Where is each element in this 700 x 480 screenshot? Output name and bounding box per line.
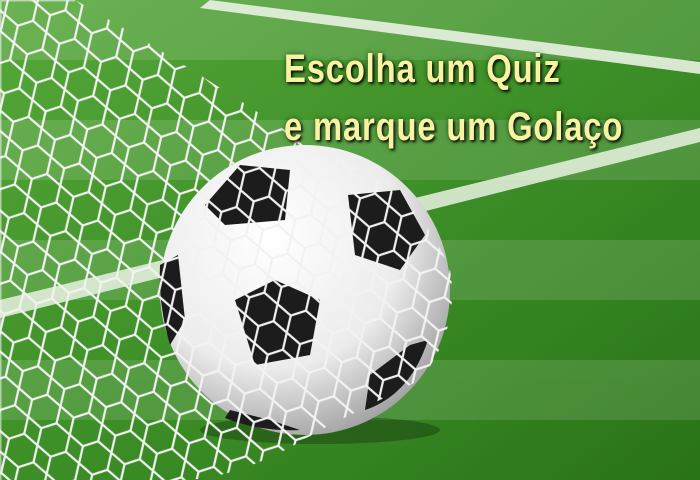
headline-line-2: e marque um Golaço — [284, 105, 624, 149]
headline — [284, 40, 623, 156]
headline-line-1: Escolha um Quiz — [284, 47, 561, 91]
